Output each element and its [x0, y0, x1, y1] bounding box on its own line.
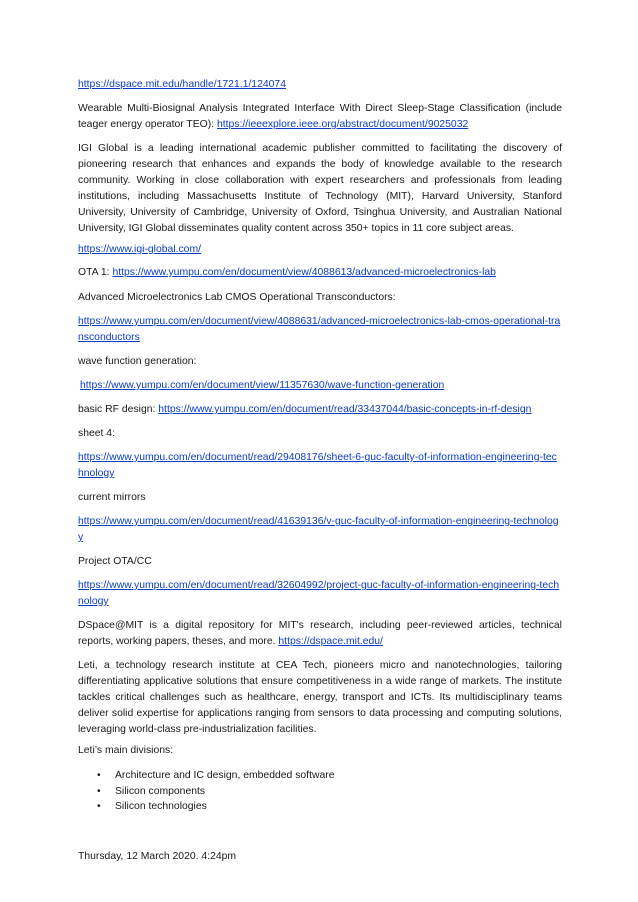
igi-paragraph: IGI Global is a leading international academic publisher committed to facilitating the discovery of pioneering research that enhances and expands the body of knowledge available to the research community. Working in close collaboration with expert researchers and professionals from leading institutions, including Massachusetts Institute of Technology (MIT), Harvard University, Stanford University, University of Cambridge, University of Oxford, Tsinghua University, and Australian National University, IGI Global disseminates quality content across 350+ topics in 11 core subject areas. [78, 143, 562, 234]
wave-label: wave function generation: [78, 356, 197, 367]
dspace-handle-line [78, 77, 562, 93]
cmos-ota-link-line [78, 314, 562, 346]
project-link-line [78, 578, 562, 610]
rf-link[interactable]: https://www.yumpu.com/en/document/read/33437044/basic-concepts-in-rf-design [158, 404, 532, 415]
ota1-line [78, 265, 562, 281]
mirrors-label: current mirrors [78, 492, 146, 503]
footer-date: Thursday, 12 March 2020. 4:24pm [78, 851, 237, 862]
sheet4-link-line [78, 450, 562, 482]
rf-label: basic RF design: [78, 404, 159, 415]
dspace-link[interactable]: https://dspace.mit.edu/ [278, 636, 383, 647]
wearable-paragraph [78, 101, 562, 133]
wave-link-line [78, 378, 564, 394]
list-item: • Silicon components [78, 784, 562, 800]
sheet4-label: sheet 4: [78, 428, 115, 439]
igi-link-line [78, 242, 562, 258]
ieee-link[interactable]: https://ieeexplore.ieee.org/abstract/document/9025032 [217, 119, 469, 130]
dspace-paragraph [78, 618, 562, 650]
rf-line [78, 402, 562, 418]
wave-link[interactable]: https://www.yumpu.com/en/document/view/11357630/wave-function-generation [80, 380, 445, 391]
dspace-text: DSpace@MIT is a digital repository for MIT's research, including peer-reviewed articles, technical reports, working papers, theses, and more. [78, 620, 562, 647]
list-item: • Architecture and IC design, embedded software [78, 768, 562, 784]
project-label: Project OTA/CC [78, 556, 152, 567]
ota1-link[interactable]: https://www.yumpu.com/en/document/view/4088613/advanced-microelectronics-lab [112, 267, 496, 278]
leti-paragraph: Leti, a technology research institute at CEA Tech, pioneers micro and nanotechnologies, tailoring differentiating applicative solutions that ensure competitiveness in a wide range of markets. The institute tackles critical challenges such as healthcare, energy, transport and ICTs. Its multidisciplinary teams deliver solid expertise for applications ranging from sensors to data processing and computing solutions, leveraging world-class pre-industrialization facilities. [78, 660, 562, 735]
leti-divisions-label: Leti’s main divisions: [78, 745, 174, 756]
divisions-list [78, 768, 562, 815]
list-item: • Silicon technologies [78, 799, 562, 815]
wearable-text: Wearable Multi-Biosignal Analysis Integrated Interface With Direct Sleep-Stage Classification (include teager energy operator TEO): [78, 103, 562, 130]
sheet4-link[interactable]: https://www.yumpu.com/en/document/read/29408176/sheet-6-guc-faculty-of-information-engineering-technology [78, 452, 557, 479]
cmos-ota-label: Advanced Microelectronics Lab CMOS Operational Transconductors: [78, 292, 396, 303]
mirrors-link-line [78, 514, 562, 546]
dspace-handle-link[interactable]: https://dspace.mit.edu/handle/1721.1/124074 [78, 79, 286, 90]
ota1-label: OTA 1: [78, 267, 113, 278]
mirrors-link[interactable]: https://www.yumpu.com/en/document/read/41639136/v-guc-faculty-of-information-engineering-technology [78, 516, 559, 543]
cmos-ota-link[interactable]: https://www.yumpu.com/en/document/view/4088631/advanced-microelectronics-lab-cmos-operational-transconductors [78, 316, 561, 343]
project-link[interactable]: https://www.yumpu.com/en/document/read/32604992/project-guc-faculty-of-information-engineering-technology [78, 580, 560, 607]
igi-link[interactable]: https://www.igi-global.com/ [78, 244, 202, 255]
